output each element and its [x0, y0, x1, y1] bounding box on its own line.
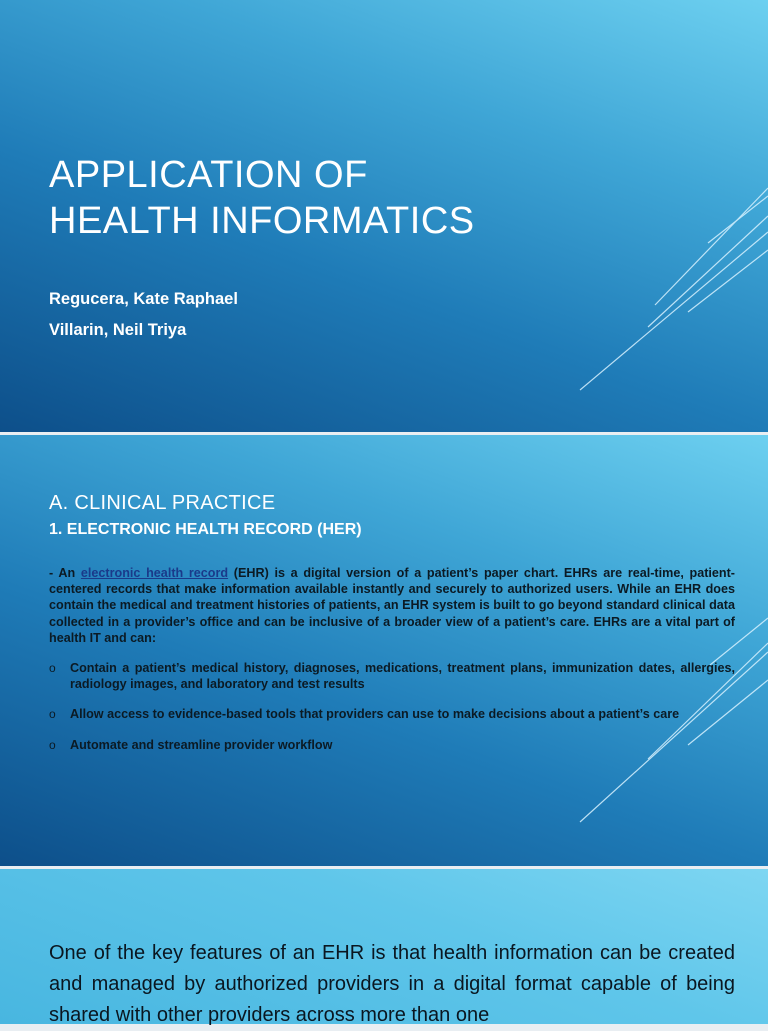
title-line-2: HEALTH INFORMATICS [49, 200, 475, 242]
section-subtitle: 1. ELECTRONIC HEALTH RECORD (HER) [49, 521, 362, 538]
ehr-capabilities-list [49, 660, 735, 767]
author-2: Villarin, Neil Triya [49, 321, 187, 339]
para-prefix: - An [49, 566, 81, 580]
bullet-marker: o [49, 707, 56, 722]
list-item [49, 706, 735, 722]
ehr-paragraph [49, 565, 735, 646]
ehr-link[interactable]: electronic health record [80, 566, 229, 580]
author-1: Regucera, Kate Raphael [49, 290, 238, 308]
bullet-text: Allow access to evidence-based tools that providers can use to make decisions about a patient’s care [70, 707, 680, 722]
bullet-marker: o [49, 737, 56, 752]
para-body: (EHR) is a digital version of a patient’s paper chart. EHRs are real-time, patient-centered records that make information available instantly and securely to authorized users. While an EHR does contain the medical and treatment histories of patients, an EHR system is built to go beyond standard clinical data collected in a provider’s office and can be inclusive of a broader view of a patient’s care. EHRs are a vital part of health IT and can: [49, 566, 735, 645]
section-title: A. CLINICAL PRACTICE [49, 492, 276, 514]
bullet-marker: o [49, 661, 56, 675]
list-item [49, 737, 735, 753]
ehr-features-text: One of the key features of an EHR is that health information can be created and managed by authorized providers in a digital format capable of being shared with other providers across more than one [49, 942, 735, 1026]
title-line-1: APPLICATION OF [49, 154, 368, 196]
title-slide [0, 0, 768, 432]
slide-title [49, 152, 649, 244]
bullet-text: Automate and streamline provider workflow [70, 737, 333, 752]
list-item [49, 660, 735, 692]
bullet-text: Contain a patient’s medical history, diagnoses, medications, treatment plans, immunization dates, allergies, radiology images, and laboratory and test results [70, 661, 735, 692]
